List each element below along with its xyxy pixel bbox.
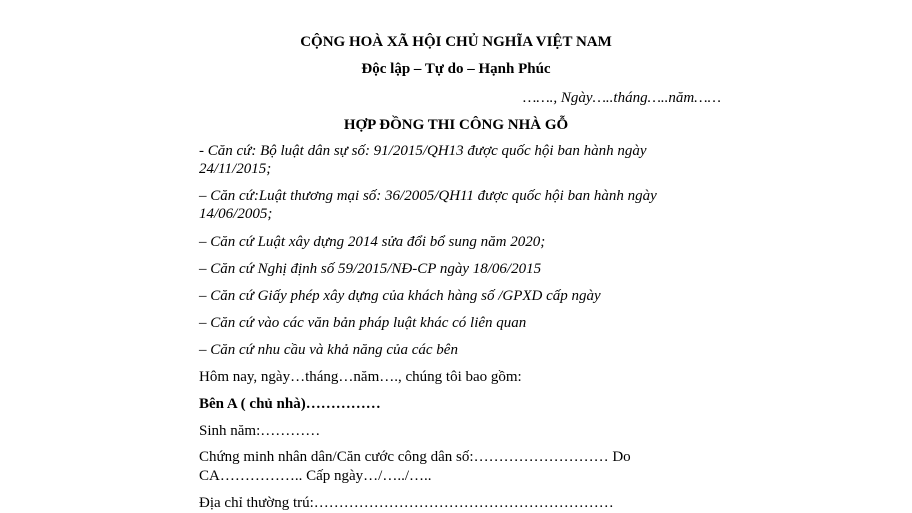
legal-basis-line: 14/06/2005; xyxy=(199,206,273,222)
id-issue-field: CA…………….. Cấp ngày…/…../….. xyxy=(199,468,432,484)
legal-basis-line: – Căn cứ vào các văn bản pháp luật khác có liên quan xyxy=(199,315,527,331)
intro-line: Hôm nay, ngày…tháng…năm…., chúng tôi bao gồm: xyxy=(199,369,522,385)
date-line: ……., Ngày…..tháng…..năm…… xyxy=(523,90,721,106)
birth-year-field: Sinh năm:………… xyxy=(199,423,321,439)
legal-basis-line: – Căn cứ:Luật thương mại số: 36/2005/QH11 được quốc hội ban hành ngày xyxy=(199,188,657,204)
legal-basis-line: – Căn cứ Giấy phép xây dựng của khách hàng số /GPXD cấp ngày xyxy=(199,288,601,304)
address-field: Địa chỉ thường trú:…………………………………………………… xyxy=(199,495,614,511)
legal-basis-line: - Căn cứ: Bộ luật dân sự số: 91/2015/QH13 được quốc hội ban hành ngày xyxy=(199,143,647,159)
national-title: CỘNG HOÀ XÃ HỘI CHỦ NGHĨA VIỆT NAM xyxy=(300,34,612,50)
id-number-field: Chứng minh nhân dân/Căn cước công dân số:……………………… Do xyxy=(199,449,631,465)
contract-title: HỢP ĐỒNG THI CÔNG NHÀ GỖ xyxy=(343,117,569,133)
legal-basis-line: – Căn cứ nhu cầu và khả năng của các bên xyxy=(199,342,458,358)
legal-basis-line: – Căn cứ Luật xây dựng 2014 sửa đổi bổ sung năm 2020; xyxy=(199,234,546,250)
legal-basis-line: – Căn cứ Nghị định số 59/2015/NĐ-CP ngày 18/06/2015 xyxy=(199,261,542,277)
national-motto: Độc lập – Tự do – Hạnh Phúc xyxy=(361,61,551,77)
legal-basis-line: 24/11/2015; xyxy=(199,161,272,177)
party-a-heading: Bên A ( chủ nhà)…………… xyxy=(199,396,381,412)
